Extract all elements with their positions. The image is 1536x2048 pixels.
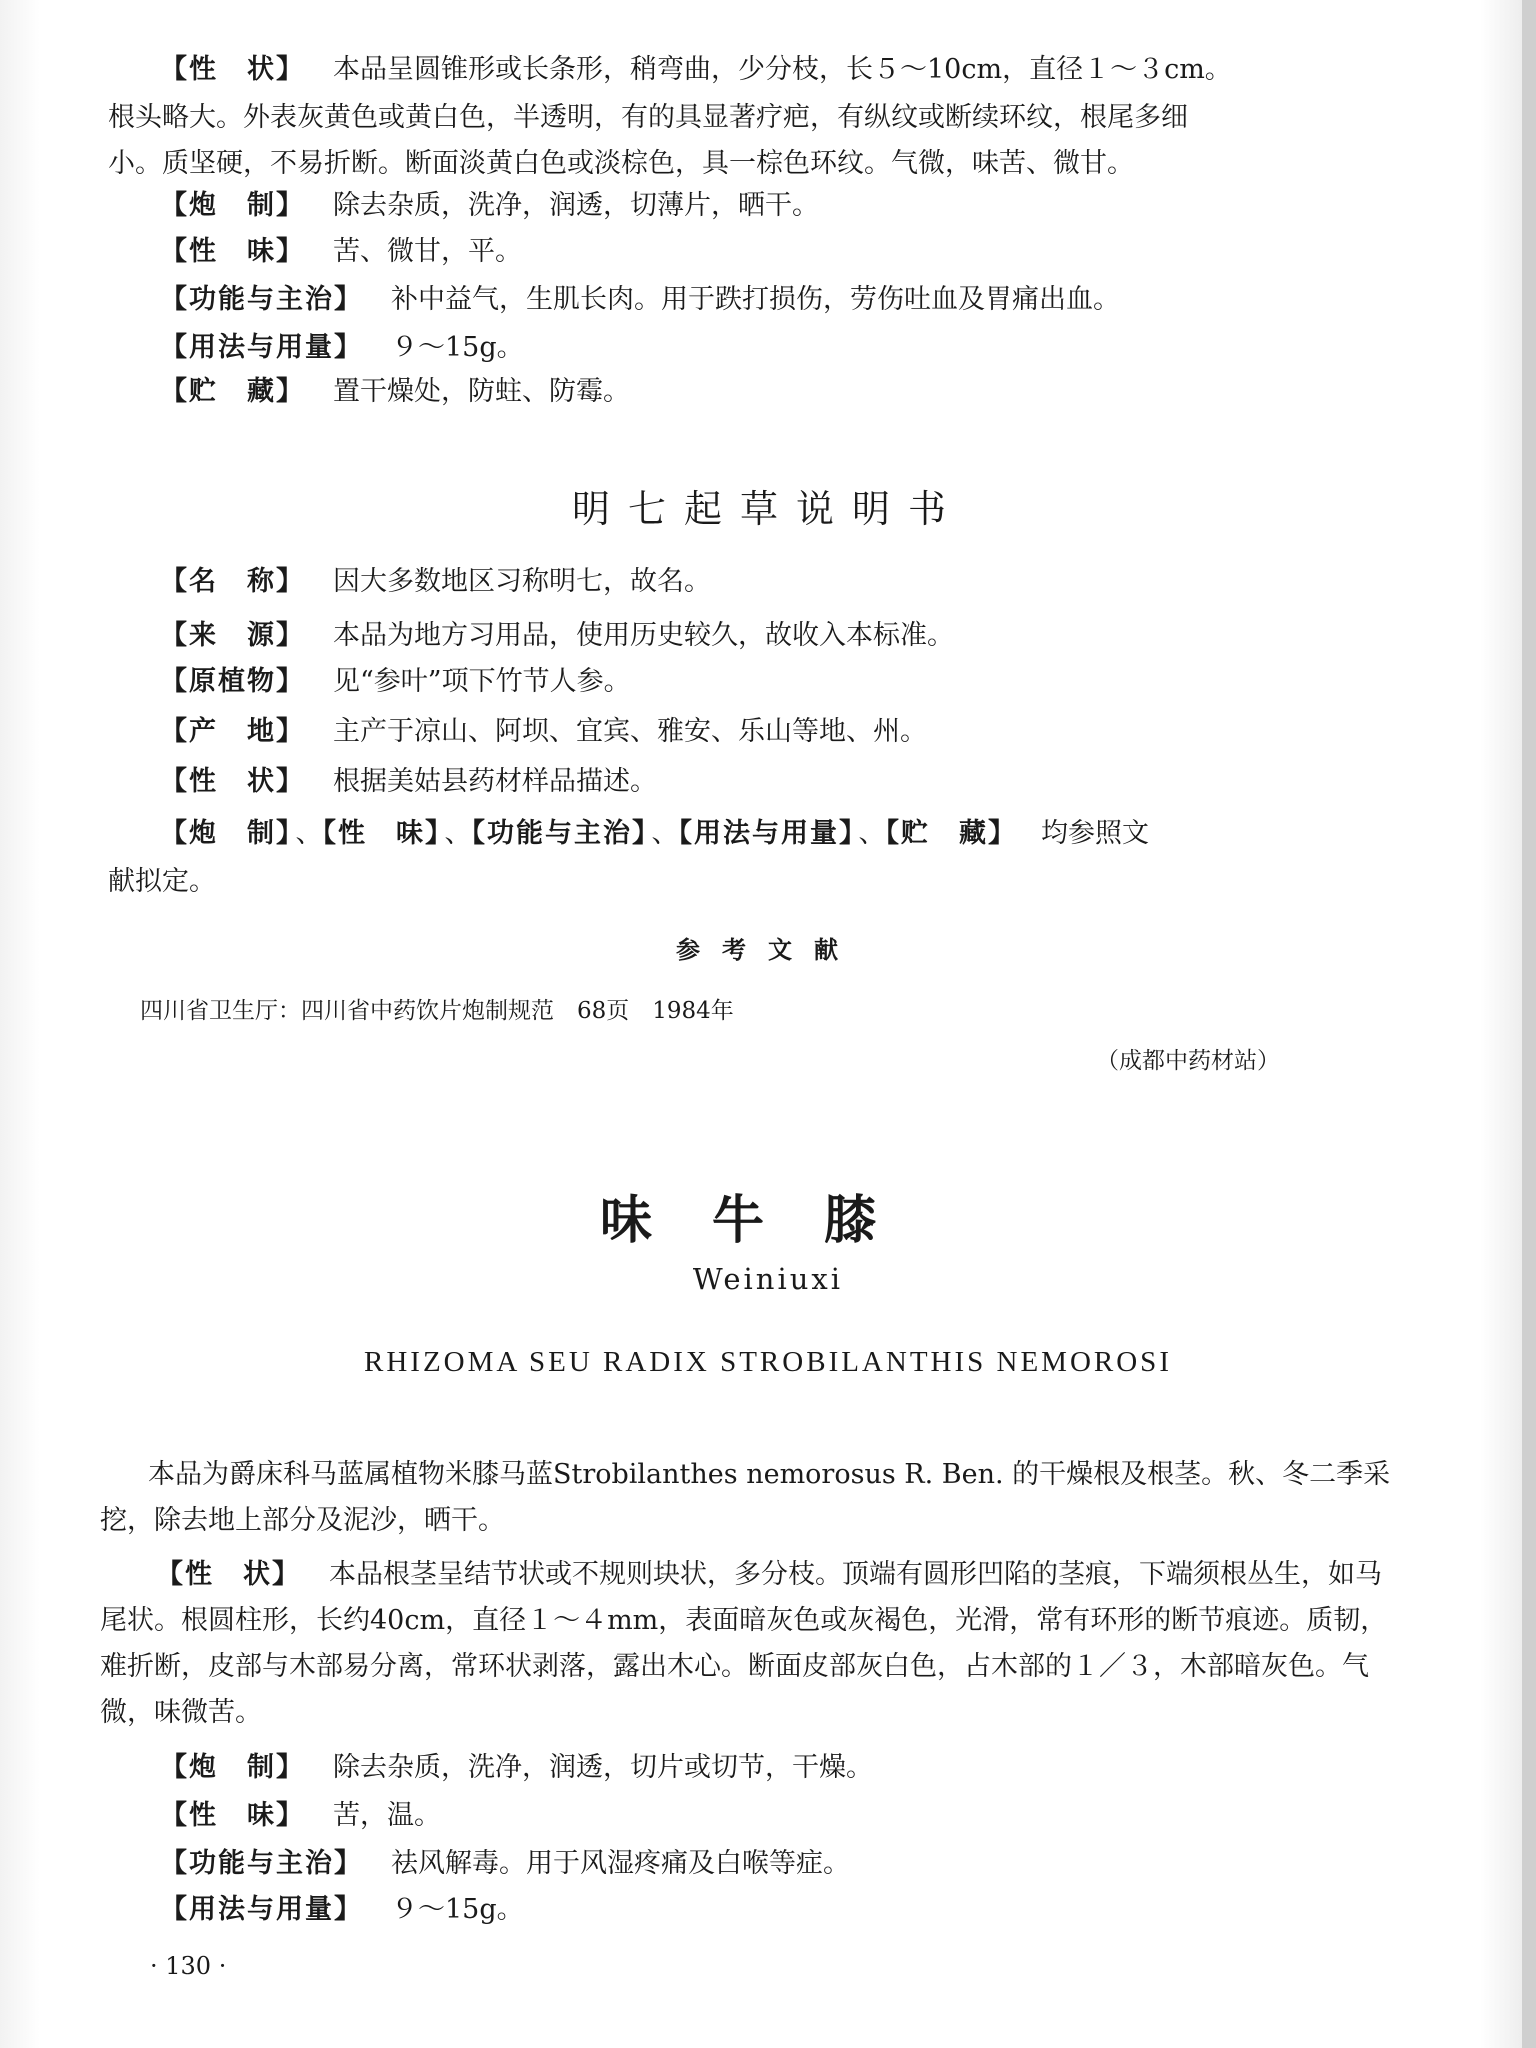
top-xingwei bbox=[160, 232, 1406, 272]
section-mingcheng-text: 因大多数地区习称明七，故名。 bbox=[333, 566, 711, 597]
top-gongneng-text: 补中益气，生肌长肉。用于跌打损伤，劳伤吐血及胃痛出血。 bbox=[391, 284, 1120, 315]
monograph-gongneng-label: 【功能与主治】 bbox=[160, 1848, 363, 1879]
top-xingwei-text: 苦、微甘，平。 bbox=[333, 236, 522, 267]
monograph-yongfa-label: 【用法与用量】 bbox=[160, 1894, 363, 1925]
section-laiyuan-text: 本品为地方习用品，使用历史较久，故收入本标准。 bbox=[333, 620, 954, 651]
top-paozhi bbox=[160, 186, 1406, 226]
top-xingzhuang-line2: 根头略大。外表灰黄色或黄白色，半透明，有的具显著疗疤，有纵纹或断续环纹，根尾多细 bbox=[108, 102, 1188, 133]
section-chandi-text: 主产于凉山、阿坝、宜宾、雅安、乐山等地、州。 bbox=[333, 716, 927, 747]
section-xingzhuang bbox=[160, 762, 1406, 802]
monograph-paozhi bbox=[160, 1748, 1406, 1788]
section-mingcheng bbox=[160, 562, 1406, 602]
combined-label-paozhi: 【炮 制】 bbox=[160, 818, 292, 849]
top-gongneng bbox=[160, 280, 1406, 320]
page-spine-shadow bbox=[1522, 0, 1536, 2048]
top-xingzhuang-line1 bbox=[160, 50, 1406, 90]
top-xingzhuang-label: 【性 状】 bbox=[160, 54, 305, 85]
monograph-xingwei-text: 苦，温。 bbox=[333, 1800, 441, 1831]
top-yongfa-text: ９～15g。 bbox=[391, 332, 524, 363]
section-yuanzhiwu-text: 见“参叶”项下竹节人参。 bbox=[333, 666, 631, 697]
top-zhucang bbox=[160, 372, 1406, 412]
section-xingzhuang-text: 根据美姑县药材样品描述。 bbox=[333, 766, 657, 797]
section-chandi-label: 【产 地】 bbox=[160, 716, 305, 747]
monograph-gongneng bbox=[160, 1844, 1406, 1884]
author-credit: （成都中药材站） bbox=[1096, 1048, 1280, 1074]
top-yongfa bbox=[160, 328, 1406, 368]
monograph-gongneng-text: 祛风解毒。用于风湿疼痛及白喉等症。 bbox=[391, 1848, 850, 1879]
monograph-xingzhuang-text: 本品根茎呈结节状或不规则块状，多分枝。顶端有圆形凹陷的茎痕，下端须根丛生，如马尾状。根圆柱形，长约40cm，直径１～４mm，表面暗灰色或灰褐色，光滑，常有环形的断节痕迹。质韧，难折断，皮部与木部易分离，常环状剥落，露出木心。断面皮部灰白色，占木部的１／３，木部暗灰色。气微，味微苦。 bbox=[100, 1559, 1388, 1728]
monograph-paozhi-label: 【炮 制】 bbox=[160, 1752, 305, 1783]
monograph-xingzhuang-label: 【性 状】 bbox=[156, 1559, 301, 1590]
section-combined-line bbox=[160, 814, 1406, 854]
top-paozhi-text: 除去杂质，洗净，润透，切薄片，晒干。 bbox=[333, 190, 819, 221]
references-heading: 参考文献 bbox=[676, 936, 860, 964]
section-chandi bbox=[160, 712, 1406, 752]
top-paozhi-label: 【炮 制】 bbox=[160, 190, 305, 221]
combined-label-gongneng: 【功能与主治】 bbox=[471, 818, 648, 849]
top-xingzhuang-text1: 本品呈圆锥形或长条形，稍弯曲，少分枝，长５～10cm，直径１～３cm。 bbox=[333, 54, 1232, 85]
section-laiyuan bbox=[160, 616, 1406, 656]
top-yongfa-label: 【用法与用量】 bbox=[160, 332, 363, 363]
section-mingcheng-label: 【名 称】 bbox=[160, 566, 305, 597]
combined-sep-1: 、 bbox=[295, 818, 323, 849]
section-yuanzhiwu bbox=[160, 662, 1406, 702]
top-zhucang-label: 【贮 藏】 bbox=[160, 376, 305, 407]
section-xingzhuang-label: 【性 状】 bbox=[160, 766, 305, 797]
section-laiyuan-label: 【来 源】 bbox=[160, 620, 305, 651]
top-gongneng-label: 【功能与主治】 bbox=[160, 284, 363, 315]
page-number: · 130 · bbox=[150, 1952, 227, 1980]
combined-sep-3: 、 bbox=[651, 818, 679, 849]
combined-tail-1: 均参照文 bbox=[1041, 818, 1149, 849]
top-xingwei-label: 【性 味】 bbox=[160, 236, 305, 267]
monograph-intro: 本品为爵床科马蓝属植物米膝马蓝Strobilanthes nemorosus R. Ben. 的干燥根及根茎。秋、冬二季采挖，除去地上部分及泥沙，晒干。 bbox=[100, 1459, 1391, 1536]
combined-label-yongfa: 【用法与用量】 bbox=[678, 818, 855, 849]
top-zhucang-text: 置干燥处，防蛀、防霉。 bbox=[333, 376, 630, 407]
monograph-latin-name: RHIZOMA SEU RADIX STROBILANTHIS NEMOROSI bbox=[364, 1346, 1172, 1378]
combined-sep-2: 、 bbox=[444, 818, 472, 849]
monograph-pinyin: Weiniuxi bbox=[692, 1262, 844, 1296]
monograph-xingwei bbox=[160, 1796, 1406, 1836]
section-title: 明七起草说明书 bbox=[571, 487, 964, 531]
combined-label-zhucang: 【贮 藏】 bbox=[885, 818, 1017, 849]
monograph-title: 味牛膝 bbox=[599, 1191, 936, 1251]
monograph-paozhi-text: 除去杂质，洗净，润透，切片或切节，干燥。 bbox=[333, 1752, 873, 1783]
top-xingzhuang-line3: 小。质坚硬，不易折断。断面淡黄白色或淡棕色，具一棕色环纹。气微，味苦、微甘。 bbox=[108, 148, 1134, 179]
monograph-xingwei-label: 【性 味】 bbox=[160, 1800, 305, 1831]
monograph-xingzhuang bbox=[100, 1552, 1406, 1736]
monograph-yongfa-text: ９～15g。 bbox=[391, 1894, 524, 1925]
combined-sep-4: 、 bbox=[858, 818, 886, 849]
monograph-yongfa bbox=[160, 1890, 1406, 1930]
combined-label-xingwei: 【性 味】 bbox=[322, 818, 441, 849]
reference-item: 四川省卫生厅：四川省中药饮片炮制规范 68页 1984年 bbox=[140, 998, 734, 1024]
section-combined-tail: 献拟定。 bbox=[108, 866, 216, 897]
section-yuanzhiwu-label: 【原植物】 bbox=[160, 666, 305, 697]
